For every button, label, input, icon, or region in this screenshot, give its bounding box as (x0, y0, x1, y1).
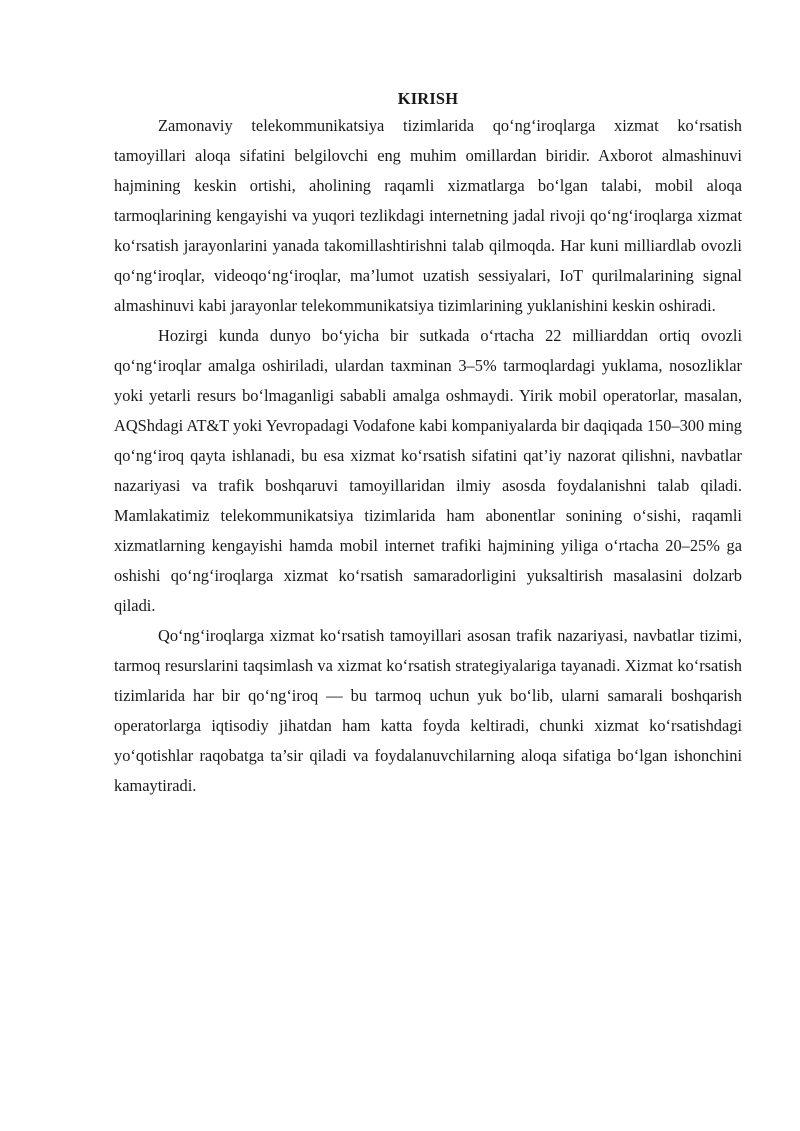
paragraph-2: Hozirgi kunda dunyo bo‘yicha bir sutkada o‘rtacha 22 milliarddan ortiq ovozli qo‘ng‘iroqlar amalga oshiriladi, ulardan taxminan 3–5% tarmoqlardagi yuklama, nosozliklar yoki yetarli resurs bo‘lmaganligi sababli amalga oshmaydi. Yirik mobil operatorlar, masalan, AQShdagi AT&T yoki Yevropadagi Vodafone kabi kompaniyalarda bir daqiqada 150–300 ming qo‘ng‘iroq qayta ishlanadi, bu esa xizmat ko‘rsatish sifatini qat’iy nazorat qilishni, navbatlar nazariyasi va trafik boshqaruvi tamoyillaridan ilmiy asosda foydalanishni talab qiladi. Mamlakatimiz telekommunikatsiya tizimlarida ham abonentlar sonining o‘sishi, raqamli xizmatlarning kengayishi hamda mobil internet trafiki hajmining yiliga o‘rtacha 20–25% ga oshishi qo‘ng‘iroqlarga xizmat ko‘rsatish samaradorligini yuksaltirish masalasini dolzarb qiladi. (114, 326, 742, 615)
paragraph-3: Qo‘ng‘iroqlarga xizmat ko‘rsatish tamoyillari asosan trafik nazariyasi, navbatlar tizimi, tarmoq resurslarini taqsimlash va xizmat ko‘rsatish strategiyalariga tayanadi. Xizmat ko‘rsatish tizimlarida har bir qo‘ng‘iroq — bu tarmoq uchun yuk bo‘lib, ularni samarali boshqarish operatorlarga iqtisodiy jihatdan ham katta foyda keltiradi, chunki xizmat ko‘rsatishdagi yo‘qotishlar raqobatga ta’sir qiladi va foydalanuvchilarning aloqa sifatiga bo‘lgan ishonchini kamaytiradi. (114, 626, 742, 795)
paragraph-1: Zamonaviy telekommunikatsiya tizimlarida qo‘ng‘iroqlarga xizmat ko‘rsatish tamoyillari aloqa sifatini belgilovchi eng muhim omillardan biridir. Axborot almashinuvi hajmining keskin ortishi, aholining raqamli xizmatlarga bo‘lgan talabi, mobil aloqa tarmoqlarining kengayishi va yuqori tezlikdagi internetning jadal rivoji qo‘ng‘iroqlarga xizmat ko‘rsatish jarayonlarini yanada takomillashtirishni talab qilmoqda. Har kuni milliardlab ovozli qo‘ng‘iroqlar, videoqo‘ng‘iroqlar, ma’lumot uzatish sessiyalari, IoT qurilmalarining signal almashinuvi kabi jarayonlar telekommunikatsiya tizimlarining yuklanishini keskin oshiradi. (114, 116, 742, 315)
section-title: KIRISH (397, 89, 459, 108)
document-body (114, 86, 742, 801)
